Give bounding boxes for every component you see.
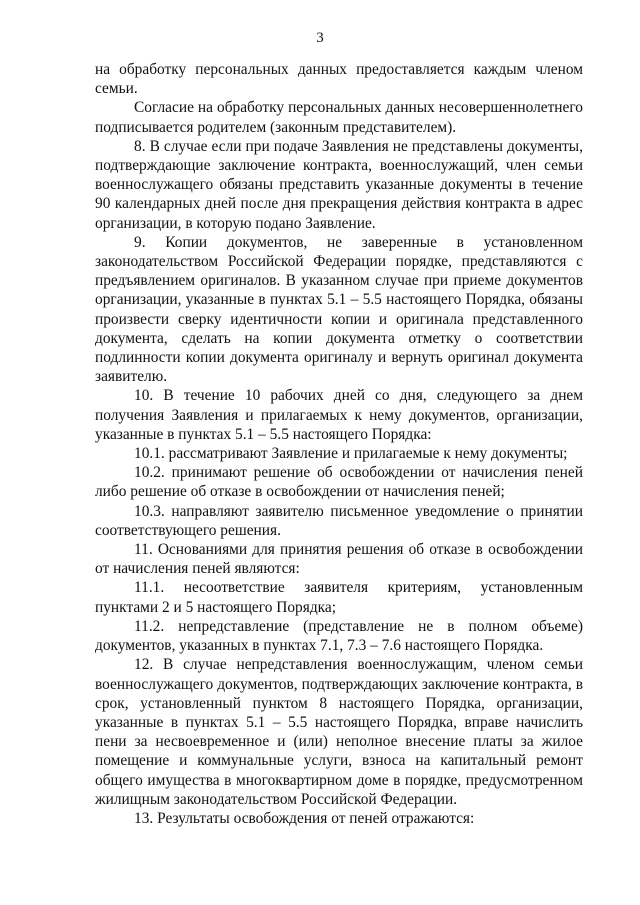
paragraph-consent-members: на обработку персональных данных предоставляется каждым членом семьи.: [95, 61, 583, 98]
paragraph-item-8: 8. В случае если при подаче Заявления не представлены документы, подтверждающие заключение контракта, военнослужащий, член семьи военнослужащего обязаны представить указанные документы в течение 90 календарных дней после дня прекращения действия контракта в адрес организации, в которую подано Заявление.: [95, 137, 583, 232]
paragraph-item-11-1: 11.1. несоответствие заявителя критериям, установленным пунктами 2 и 5 настоящего Порядка;: [95, 579, 583, 616]
paragraph-item-10-1: 10.1. рассматривают Заявление и прилагаемые к нему документы;: [134, 445, 568, 463]
paragraph-item-11: 11. Основаниями для принятия решения об отказе в освобождении от начисления пеней являются:: [95, 541, 583, 578]
document-body: [95, 60, 583, 828]
paragraph-item-13: 13. Результаты освобождения от пеней отражаются:: [134, 809, 475, 827]
paragraph-item-9: 9. Копии документов, не заверенные в установленном законодательством Российской Федерации порядке, представляются с предъявлением оригиналов. В указанном случае при приеме документов организации, указанные в пунктах 5.1 – 5.5 настоящего Порядка, обязаны произвести сверку идентичности копии и оригинала представленного документа, сделать на копии документа отметку о соответствии подлинности копии документа оригиналу и вернуть оригинал документа заявителю.: [95, 233, 583, 386]
paragraph-item-10: 10. В течение 10 рабочих дней со дня, следующего за днем получения Заявления и прилагаемых к нему документов, организации, указанные в пунктах 5.1 – 5.5 настоящего Порядка:: [95, 387, 583, 443]
paragraph-item-11-2: 11.2. непредставление (представление не в полном объеме) документов, указанных в пунктах 7.1, 7.3 – 7.6 настоящего Порядка.: [95, 617, 583, 655]
paragraph-item-10-3: 10.3. направляют заявителю письменное уведомление о принятии соответствующего решения.: [95, 502, 583, 539]
paragraph-item-10-2: 10.2. принимают решение об освобождении от начисления пеней либо решение об отказе в освобождении от начисления пеней;: [95, 464, 583, 501]
paragraph-consent-minor: Согласие на обработку персональных данных несовершеннолетнего подписывается родителем (законным представителем).: [95, 99, 583, 136]
paragraph-item-12: 12. В случае непредставления военнослужащим, членом семьи военнослужащего документов, подтверждающих заключение контракта, в срок, установленный пунктом 8 настоящего Порядка, организации, указанные в пунктах 5.1 – 5.5 настоящего Порядка, вправе начислить пени за несвоевременное и (или) неполное внесение платы за жилое помещение и коммунальные услуги, взноса на капитальный ремонт общего имущества в многоквартирном доме в порядке, предусмотренном жилищным законодательством Российской Федерации.: [95, 656, 583, 808]
page-number: 3: [316, 30, 324, 46]
